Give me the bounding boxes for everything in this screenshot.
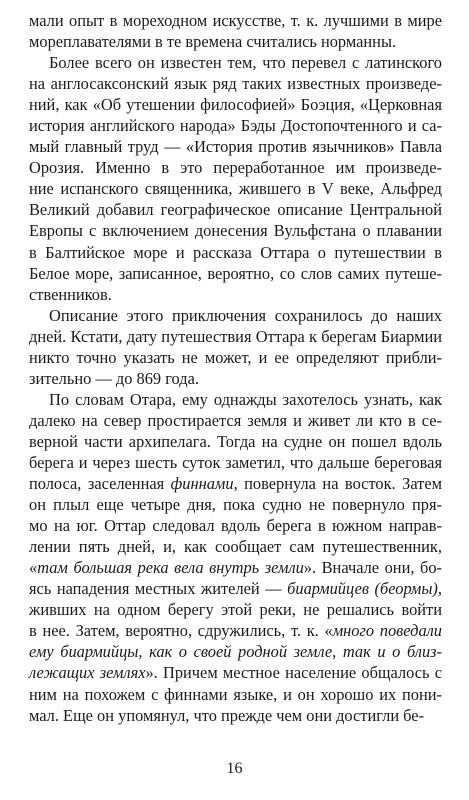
text-run: история английского народа» Бэды Достопочтенного и са- [29, 116, 442, 136]
text-line [29, 242, 442, 263]
text-line [29, 515, 442, 536]
text-run: верной части архипелага. Тогда на судне он пошел вдоль [29, 431, 442, 451]
text-run: « [29, 558, 38, 578]
italic-text: финнами [170, 474, 234, 494]
text-run: ». Причем местное население общалось с [145, 663, 442, 683]
text-run: лении пять дней, и, как сообщает сам путешественник, [29, 537, 442, 557]
text-line [29, 389, 442, 410]
text-line [29, 557, 442, 578]
text-line [29, 326, 442, 347]
text-line [29, 263, 442, 284]
text-run: ний, как «Об утешении философией» Боэция, «Церковная [29, 95, 442, 115]
text-line [29, 641, 442, 662]
text-line [29, 10, 442, 31]
text-run: берега и через шесть суток заметил, что дальше береговая [29, 452, 442, 472]
text-run: дней. Кстати, дату путешествия Оттара к берегам Биармии [29, 326, 442, 346]
text-line [29, 536, 442, 557]
text-line [29, 178, 442, 199]
text-line [29, 662, 442, 683]
text-run: Орозия. Именно в это переработанное им произведе- [29, 158, 442, 178]
text-run: зительно — до 869 года. [29, 368, 199, 388]
text-line [29, 199, 442, 220]
text-run: Белое море, записанное, вероятно, со слов самих путеше- [29, 263, 442, 283]
paragraph [29, 10, 442, 52]
text-line [29, 473, 442, 494]
text-line [29, 73, 442, 94]
italic-text: ему биармийцы, как о своей родной земле, так и о близ- [29, 642, 442, 662]
text-run: далеко на север простирается земля и живет ли кто в се- [29, 410, 442, 430]
text-line [29, 410, 442, 431]
text-line [29, 452, 442, 473]
page-number: 16 [226, 760, 243, 777]
text-run: живших на одном берегу этой реки, не решались войти [29, 600, 442, 620]
text-line [29, 305, 442, 326]
body-text [29, 10, 442, 726]
text-run: ». Вначале они, бо- [303, 558, 442, 578]
text-run: на англосаксонский язык ряд таких известных произведе- [29, 74, 442, 94]
text-line [29, 368, 442, 389]
text-run: мый главный труд — «История против язычников» Павла [29, 137, 442, 157]
text-run: мал. Еще он упомянул, что прежде чем они достигли бе- [29, 705, 425, 725]
text-line [29, 705, 442, 726]
text-line [29, 52, 442, 73]
text-run: Великий добавил географическое описание Центральной [29, 200, 442, 220]
text-line [29, 284, 442, 305]
text-run: По словам Отара, ему однажды захотелось узнать, как [49, 389, 442, 409]
text-line [29, 157, 442, 178]
paragraph [29, 52, 442, 305]
text-line [29, 94, 442, 115]
text-run: мо на юг. Оттар следовал вдоль берега в южном направ- [29, 516, 442, 536]
document-page [29, 10, 442, 726]
paragraph [29, 389, 442, 726]
text-run: в нее. Затем, вероятно, сдружились, т. к. « [29, 621, 333, 641]
text-run: , [437, 579, 442, 599]
italic-text: биармийцев (беормы) [287, 579, 438, 599]
text-line [29, 599, 442, 620]
text-run: Более всего он известен тем, что перевел с латинского [49, 53, 442, 73]
italic-text: там большая река вела внутрь земли [37, 558, 304, 578]
text-line [29, 431, 442, 452]
text-line [29, 620, 442, 641]
text-run: в Балтийское море и рассказа Оттара о путешествии в [29, 242, 442, 262]
text-line [29, 494, 442, 515]
text-run: мали опыт в мореходном искусстве, т. к. лучшими в мире [29, 11, 442, 30]
italic-text: лежащих землях [29, 663, 146, 683]
text-line [29, 347, 442, 368]
paragraph [29, 305, 442, 389]
text-line [29, 31, 442, 52]
text-run: ственников. [29, 284, 112, 304]
text-line [29, 684, 442, 705]
text-run: ние испанского священника, жившего в V веке, Альфред [29, 179, 442, 199]
text-run: Европы с включением донесения Вульфстана о плавании [29, 221, 442, 241]
text-run: ясь нападения местных жителей — [29, 579, 288, 599]
text-run: , повернула на восток. Затем [233, 474, 442, 494]
text-run: Описание этого приключения сохранилось до наших [49, 305, 442, 325]
text-line [29, 220, 442, 241]
text-run: ним на похожем с финнами языке, и он хорошо их пони- [29, 684, 442, 704]
text-run: мореплавателями в те времена считались норманны. [29, 32, 397, 52]
text-run: он плыл еще четыре дня, пока судно не повернуло пря- [29, 495, 442, 515]
text-line [29, 578, 442, 599]
text-run: никто точно указать не может, и ее определяют прибли- [29, 347, 442, 367]
text-line [29, 136, 442, 157]
text-run: полоса, заселенная [29, 474, 171, 494]
text-line [29, 115, 442, 136]
italic-text: много поведали [332, 621, 442, 641]
